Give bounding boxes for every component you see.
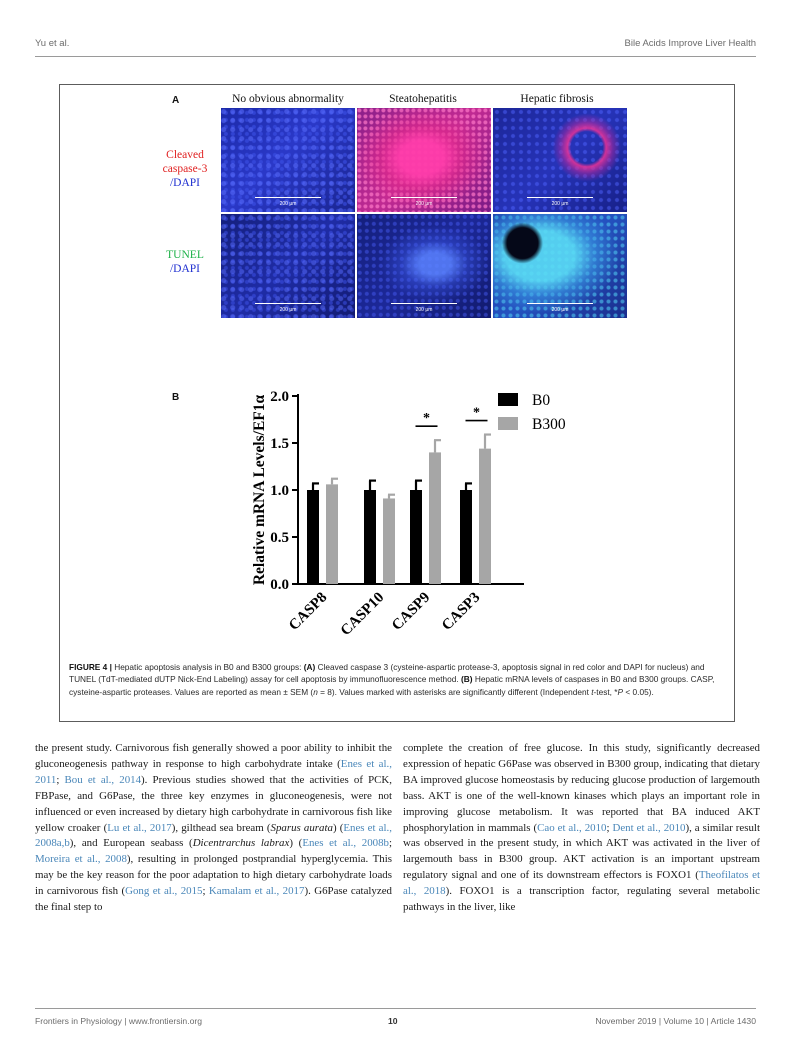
caption-text-3: Hepatic mRNA levels of caspases in B0 and B300 groups. CASP, cysteine-aspartic proteases. Values are reported as mean ± SEM ( bbox=[69, 674, 715, 697]
x-tick-label: CASP8 bbox=[286, 589, 331, 634]
scale-bar bbox=[527, 303, 593, 304]
body-text-segment: the present study. Carnivorous fish generally showed a poor ability to inhibit the gluconeogenesis pathway in response to high carbohydrate intake ( bbox=[35, 742, 392, 770]
scale-label: 200 μm bbox=[551, 201, 569, 207]
panel-a-letter: A bbox=[172, 95, 180, 106]
running-header-title: Bile Acids Improve Liver Health bbox=[624, 38, 756, 49]
row-label-caspase bbox=[150, 148, 220, 190]
bar-b300-casp9 bbox=[429, 452, 441, 584]
row-label-tunel-green: TUNEL bbox=[166, 249, 204, 261]
legend-label: B300 bbox=[532, 416, 566, 433]
citation-link[interactable]: Dent et al., 2010 bbox=[612, 821, 686, 834]
footer-issue: November 2019 | Volume 10 | Article 1430 bbox=[595, 1016, 756, 1026]
caption-bold-b: (B) bbox=[460, 674, 473, 685]
micrograph-caspase-steatohepatitis bbox=[357, 108, 491, 212]
body-column-right bbox=[403, 741, 760, 916]
body-text-segment: ; bbox=[202, 885, 209, 898]
figure-caption bbox=[69, 661, 729, 698]
body-text-segment: ), gilthead sea bream ( bbox=[171, 821, 271, 834]
citation-link[interactable]: Lu et al., 2017 bbox=[107, 821, 172, 834]
caption-t: t bbox=[591, 686, 594, 697]
citation-link[interactable]: Kamalam et al., 2017 bbox=[208, 885, 305, 898]
header-rule bbox=[35, 56, 756, 57]
panel-b-letter: B bbox=[172, 392, 180, 403]
scale-bar bbox=[255, 197, 321, 198]
body-text-segment: ), resulting in prolonged postprandial hyperglycemia. This may be the key reason for the poor adaptation to high dietary carbohydrate loads in carnivorous fish ( bbox=[35, 853, 392, 898]
column-head-steatohepatitis: Steatohepatitis bbox=[389, 93, 457, 105]
bar-b300-casp10 bbox=[383, 498, 395, 584]
micrograph-caspase-fibrosis bbox=[493, 108, 627, 212]
body-text-segment: ; bbox=[606, 821, 613, 834]
micrograph-tunel-steatohepatitis bbox=[357, 214, 491, 318]
caption-text-1: Hepatic apoptosis analysis in B0 and B300 groups: bbox=[111, 662, 304, 672]
legend-swatch-b0 bbox=[498, 393, 518, 406]
citation-link[interactable]: Enes et al., 2008b bbox=[302, 837, 389, 850]
citation-link[interactable]: Moreira et al., 2008 bbox=[35, 853, 127, 866]
footer-journal: Frontiers in Physiology | www.frontiersin.org bbox=[35, 1016, 203, 1026]
row-label-caspase-red: Cleaved bbox=[166, 149, 204, 161]
micrograph-caspase-normal bbox=[221, 108, 355, 212]
significance-asterisk: * bbox=[473, 405, 480, 421]
species-name: Dicentrarchus labrax bbox=[192, 837, 290, 850]
micrograph-tunel-normal bbox=[221, 214, 355, 318]
body-text-segment: ). Previous studies showed that the activities of PCK, FBPase, and G6Pase, the three key enzymes in gluconeogenesis, were not influenced or even increased by dietary high carbohydrate in carnivorous fish like yellow croaker ( bbox=[35, 773, 392, 834]
bar-b0-casp9 bbox=[410, 490, 422, 584]
x-tick-label: CASP9 bbox=[389, 589, 434, 634]
body-text-segment: complete the creation of free glucose. In this study, significantly decreased expression of hepatic G6Pase was observed in B300 group, indicating that dietary BA improved glucose homeostasis by reducing glucose production of largemouth bass. AKT is one of the well-known kinases which plays an important role in improving glucose metabolism. It was reported that BA induced AKT phosphorylation in mammals ( bbox=[403, 742, 760, 834]
row-label-tunel-dapi: /DAPI bbox=[169, 263, 201, 275]
body-text-segment: ) ( bbox=[332, 821, 344, 834]
scale-label: 200 μm bbox=[551, 307, 569, 313]
legend-swatch-b300 bbox=[498, 417, 518, 430]
y-tick-label: 0.5 bbox=[270, 530, 289, 546]
bar-b300-casp8 bbox=[326, 484, 338, 584]
bar-b0-casp10 bbox=[364, 490, 376, 584]
scale-bar bbox=[391, 303, 457, 304]
caption-text-6: < 0.05). bbox=[623, 686, 654, 697]
caption-bold-a: (A) bbox=[303, 662, 316, 672]
caption-n: n bbox=[313, 686, 318, 697]
footer-rule bbox=[35, 1008, 756, 1009]
citation-link[interactable]: Bou et al., 2014 bbox=[64, 773, 142, 786]
caption-text-5: -test, * bbox=[593, 686, 618, 697]
micrograph-tunel-fibrosis bbox=[493, 214, 627, 318]
species-name: Sparus aurata bbox=[270, 821, 333, 834]
row-label-caspase-dapi: /DAPI bbox=[169, 177, 201, 189]
significance-asterisk: * bbox=[423, 411, 430, 427]
y-axis-title: Relative mRNA Levels/EF1α bbox=[251, 394, 268, 586]
y-tick-label: 1.5 bbox=[270, 436, 289, 452]
body-text-segment: ). G6Pase catalyzed the final step to bbox=[35, 885, 392, 914]
y-tick-label: 1.0 bbox=[270, 483, 289, 499]
caption-p: P bbox=[617, 686, 624, 697]
citation-link[interactable]: Enes et al., 2008a,b bbox=[35, 821, 392, 850]
body-text-segment: ), a similar result was observed in the present study, in which AKT was activated in the liver of largemouth bass in B300 group. AKT activation is an important upstream regulatory signal and one of its downstream effectors is FOXO1 ( bbox=[403, 821, 760, 882]
body-text-segment: ; bbox=[388, 837, 393, 850]
x-tick-label: CASP3 bbox=[439, 589, 484, 634]
scale-bar bbox=[391, 197, 457, 198]
footer-page-number: 10 bbox=[388, 1016, 398, 1026]
column-head-fibrosis: Hepatic fibrosis bbox=[520, 93, 594, 105]
y-tick-label: 2.0 bbox=[270, 389, 289, 405]
body-text-segment: ), and European seabass ( bbox=[69, 837, 193, 850]
bar-b0-casp3 bbox=[460, 490, 472, 584]
scale-label: 200 μm bbox=[279, 307, 297, 313]
bar-b0-casp8 bbox=[307, 490, 319, 584]
y-tick-label: 0.0 bbox=[270, 577, 289, 593]
citation-link[interactable]: Gong et al., 2015 bbox=[125, 885, 203, 898]
body-text-segment: ). FOXO1 is a transcription factor, regulating several metabolic pathways in the liver, like bbox=[403, 885, 760, 914]
scale-bar bbox=[527, 197, 593, 198]
scale-label: 200 μm bbox=[279, 201, 297, 207]
body-column-left bbox=[35, 741, 392, 916]
row-label-caspase-red2: caspase-3 bbox=[162, 163, 208, 175]
running-header-authors: Yu et al. bbox=[35, 38, 70, 49]
caption-label: FIGURE 4 | bbox=[69, 662, 112, 672]
body-text-segment: ; bbox=[56, 773, 65, 786]
caption-text-4: = 8). Values marked with asterisks are significantly different (Independent bbox=[317, 686, 592, 697]
scale-label: 200 μm bbox=[415, 307, 433, 313]
citation-link[interactable]: Enes et al., 2011 bbox=[35, 757, 392, 786]
row-label-tunel bbox=[150, 248, 220, 276]
citation-link[interactable]: Cao et al., 2010 bbox=[537, 821, 607, 834]
bar-b300-casp3 bbox=[479, 449, 491, 584]
body-text-segment: ) ( bbox=[289, 837, 303, 850]
bar-chart bbox=[226, 378, 606, 653]
scale-bar bbox=[255, 303, 321, 304]
scale-label: 200 μm bbox=[415, 201, 433, 207]
citation-link[interactable]: Theofilatos et al., 2018 bbox=[403, 869, 760, 898]
caption-text-2: Cleaved caspase 3 (cysteine-aspartic protease-3, apoptosis signal in red color and DAPI for nucleus) and TUNEL (TdT-mediated dUTP Nick-End Labeling) assay for cell apoptosis by immunofluorescence method. bbox=[69, 662, 705, 685]
x-tick-label: CASP10 bbox=[337, 589, 388, 640]
column-head-normal: No obvious abnormality bbox=[232, 93, 344, 105]
legend-label: B0 bbox=[532, 392, 551, 409]
